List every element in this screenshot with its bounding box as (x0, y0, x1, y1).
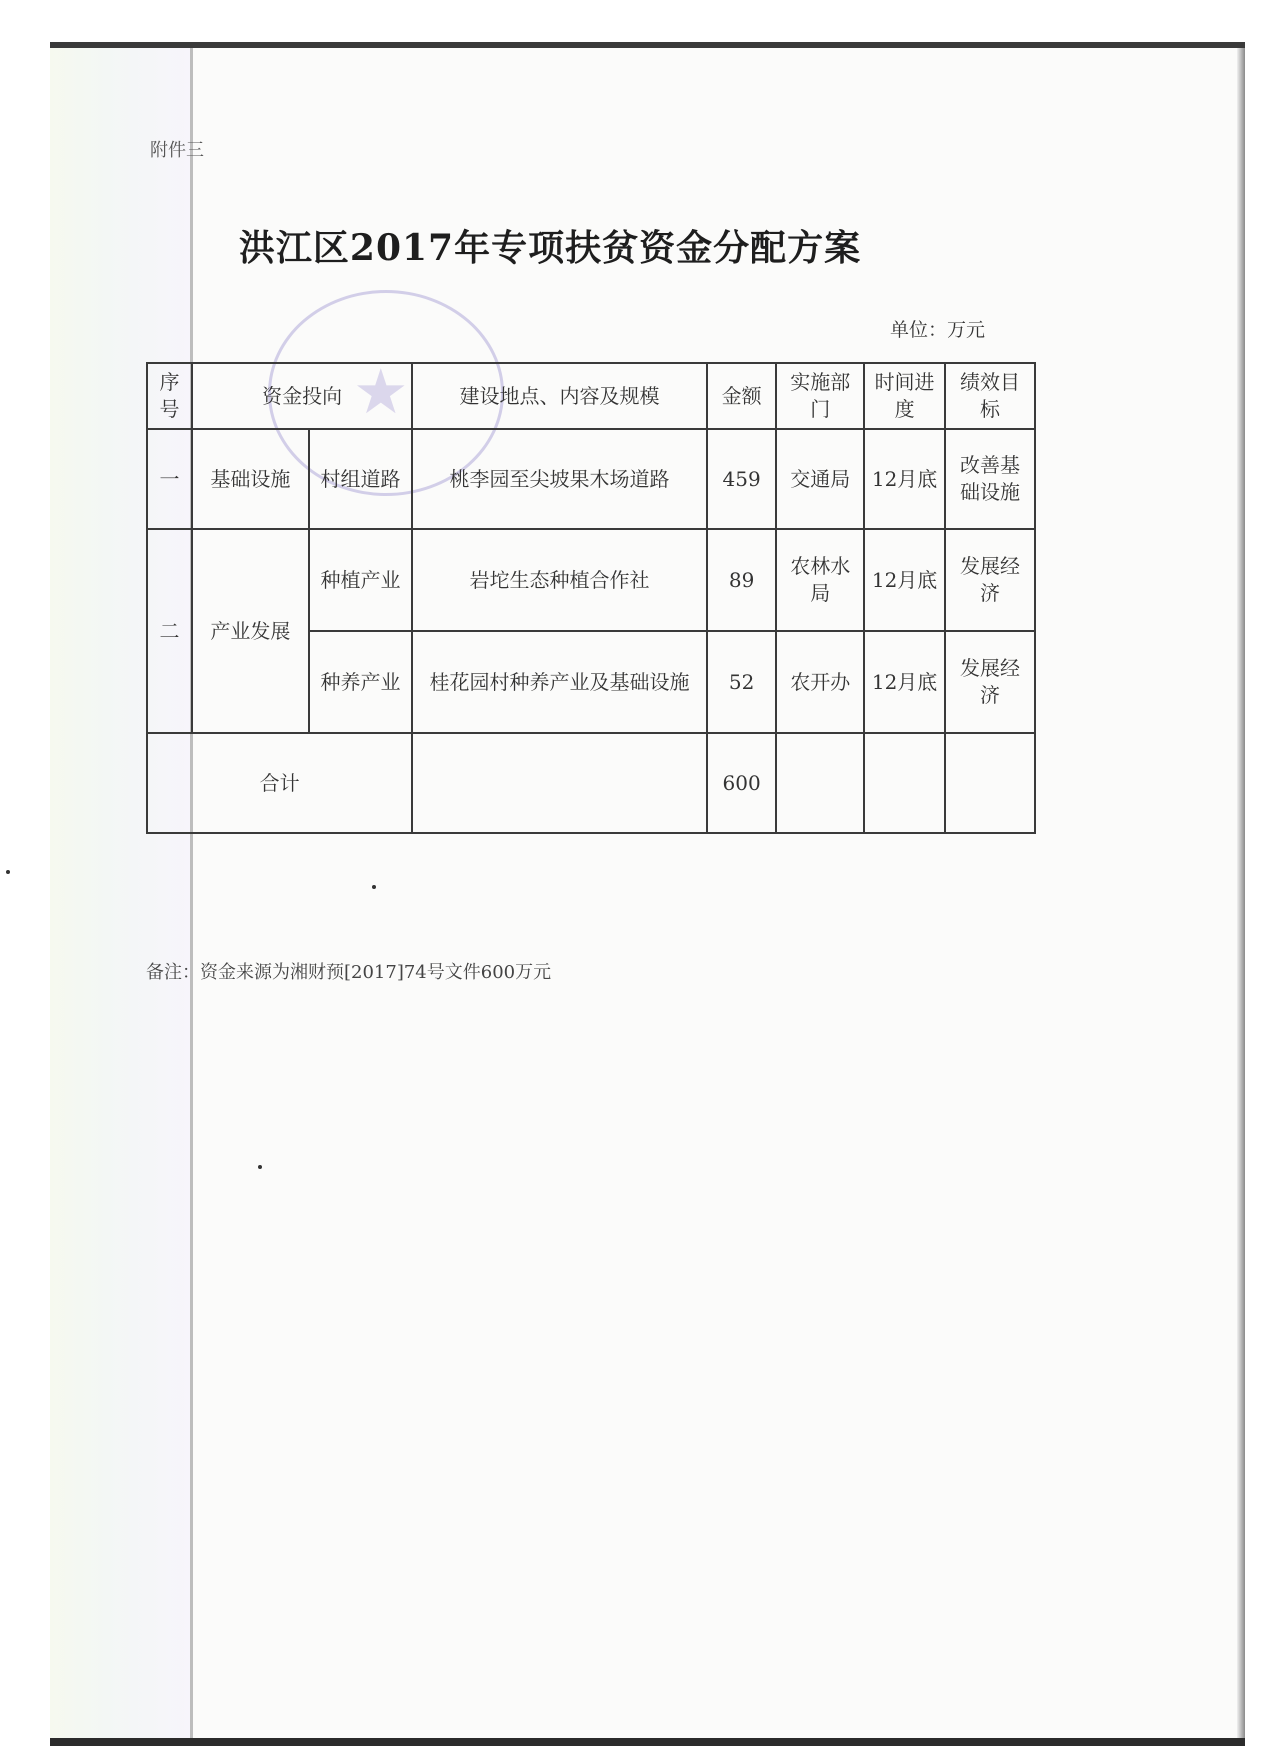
header-seq: 序号 (147, 363, 192, 429)
row-category: 产业发展 (192, 529, 309, 733)
header-department: 实施部门 (776, 363, 864, 429)
row-goal: 发展经济 (945, 631, 1035, 733)
row-schedule: 12月底 (864, 429, 945, 529)
header-direction: 资金投向 (192, 363, 412, 429)
row-subcategory: 种养产业 (309, 631, 412, 733)
total-schedule (864, 733, 945, 833)
row-seq: 二 (147, 529, 192, 733)
seal-star-icon: ★ (353, 355, 409, 428)
row-content: 桃李园至尖坡果木场道路 (412, 429, 707, 529)
header-goal: 绩效目标 (945, 363, 1035, 429)
row-schedule: 12月底 (864, 529, 945, 631)
total-goal (945, 733, 1035, 833)
scan-speck (6, 870, 10, 874)
total-department (776, 733, 864, 833)
allocation-table (146, 362, 1036, 834)
row-subcategory: 种植产业 (309, 529, 412, 631)
row-department: 农林水局 (776, 529, 864, 631)
row-amount: 52 (707, 631, 777, 733)
binding-strip (50, 48, 193, 1738)
table-row (147, 429, 1035, 529)
header-content: 建设地点、内容及规模 (412, 363, 707, 429)
row-goal: 改善基础设施 (945, 429, 1035, 529)
row-goal: 发展经济 (945, 529, 1035, 631)
row-department: 交通局 (776, 429, 864, 529)
row-amount: 89 (707, 529, 777, 631)
row-subcategory: 村组道路 (309, 429, 412, 529)
page-edge-shadow (1237, 48, 1245, 1738)
row-seq: 一 (147, 429, 192, 529)
row-amount: 459 (707, 429, 777, 529)
total-row (147, 733, 1035, 833)
header-amount: 金额 (707, 363, 777, 429)
row-content: 岩坨生态种植合作社 (412, 529, 707, 631)
unit-label: 单位：万元 (890, 319, 986, 341)
attachment-label: 附件三 (150, 140, 204, 161)
scanned-page (50, 42, 1245, 1746)
row-content: 桂花园村种养产业及基础设施 (412, 631, 707, 733)
scan-speck (258, 1165, 262, 1169)
document-title: 洪江区2017年专项扶贫资金分配方案 (238, 227, 862, 269)
scan-speck (372, 885, 376, 889)
row-department: 农开办 (776, 631, 864, 733)
total-label: 合计 (147, 733, 412, 833)
row-schedule: 12月底 (864, 631, 945, 733)
table-row (147, 529, 1035, 631)
total-amount: 600 (707, 733, 777, 833)
footnote: 备注：资金来源为湘财预[2017]74号文件600万元 (146, 962, 552, 983)
header-schedule: 时间进度 (864, 363, 945, 429)
total-content (412, 733, 707, 833)
table-header-row (147, 363, 1035, 429)
row-category: 基础设施 (192, 429, 309, 529)
